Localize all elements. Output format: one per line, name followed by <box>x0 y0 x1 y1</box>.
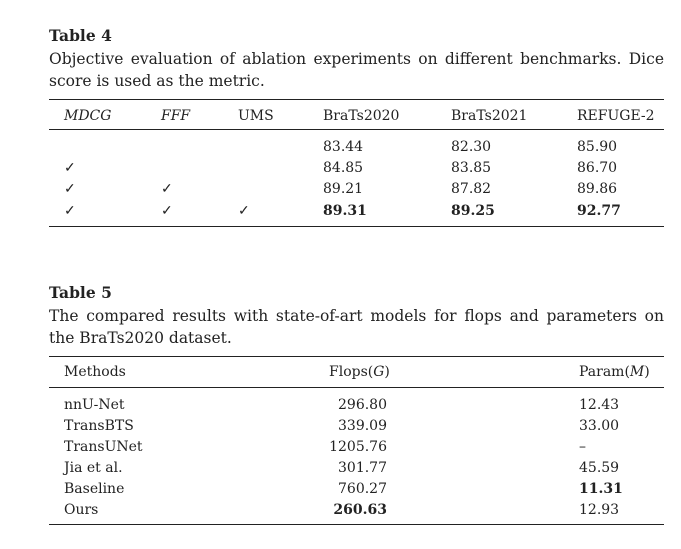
table-5-header-rule <box>49 387 664 388</box>
fff-check: ✓ <box>161 203 173 219</box>
fff-check: ✓ <box>161 181 173 197</box>
brats2020-value: 89.31 <box>323 203 367 219</box>
table-5-caption: The compared results with state-of-art models for flops and parameters on the BraTs2020 dataset. <box>49 307 664 347</box>
mdcg-check: ✓ <box>64 181 76 197</box>
params-value: 12.43 <box>579 397 620 413</box>
header-methods: Methods <box>64 364 126 380</box>
table-5-label: Table 5 <box>49 283 112 302</box>
header-refuge2: REFUGE-2 <box>577 108 655 124</box>
flops-value: 760.27 <box>338 481 387 497</box>
header-brats2020: BraTs2020 <box>323 108 400 124</box>
table-5-top-rule <box>49 356 664 357</box>
method-name: nnU-Net <box>64 397 125 413</box>
method-name: TransBTS <box>64 418 134 434</box>
table-4-top-rule <box>49 99 664 100</box>
method-name: Baseline <box>64 481 125 497</box>
brats2020-value: 89.21 <box>323 181 364 197</box>
refuge2-value: 89.86 <box>577 181 618 197</box>
flops-value: 301.77 <box>338 460 387 476</box>
params-value: 33.00 <box>579 418 620 434</box>
flops-value: 339.09 <box>338 418 387 434</box>
header-flops: Flops(G) <box>329 364 390 380</box>
table-5-bottom-rule <box>49 524 664 525</box>
table-4 <box>49 26 664 236</box>
flops-value: 296.80 <box>338 397 387 413</box>
flops-value: 1205.76 <box>329 439 387 455</box>
refuge2-value: 85.90 <box>577 139 618 155</box>
refuge2-value: 92.77 <box>577 203 621 219</box>
brats2020-value: 83.44 <box>323 139 364 155</box>
flops-value: 260.63 <box>333 502 387 518</box>
mdcg-check: ✓ <box>64 160 76 176</box>
brats2021-value: 89.25 <box>451 203 495 219</box>
table-4-bottom-rule <box>49 226 664 227</box>
table-4-caption: Objective evaluation of ablation experiments on different benchmarks. Dice score is used as the metric. <box>49 50 664 90</box>
method-name: Ours <box>64 502 99 518</box>
params-value: 45.59 <box>579 460 620 476</box>
brats2021-value: 82.30 <box>451 139 492 155</box>
method-name: Jia et al. <box>64 460 123 476</box>
header-mdcg: MDCG <box>64 108 112 124</box>
header-params: Param(M) <box>579 364 650 380</box>
params-value: 11.31 <box>579 481 623 497</box>
brats2021-value: 87.82 <box>451 181 492 197</box>
method-name: TransUNet <box>64 439 143 455</box>
params-value: – <box>579 439 586 455</box>
refuge2-value: 86.70 <box>577 160 618 176</box>
params-value: 12.93 <box>579 502 620 518</box>
ums-check: ✓ <box>238 203 250 219</box>
table-4-header-rule <box>49 129 664 130</box>
table-4-label: Table 4 <box>49 26 112 45</box>
header-ums: UMS <box>238 108 274 124</box>
mdcg-check: ✓ <box>64 203 76 219</box>
brats2021-value: 83.85 <box>451 160 492 176</box>
header-fff: FFF <box>161 108 191 124</box>
header-brats2021: BraTs2021 <box>451 108 528 124</box>
table-5 <box>49 283 664 533</box>
brats2020-value: 84.85 <box>323 160 364 176</box>
